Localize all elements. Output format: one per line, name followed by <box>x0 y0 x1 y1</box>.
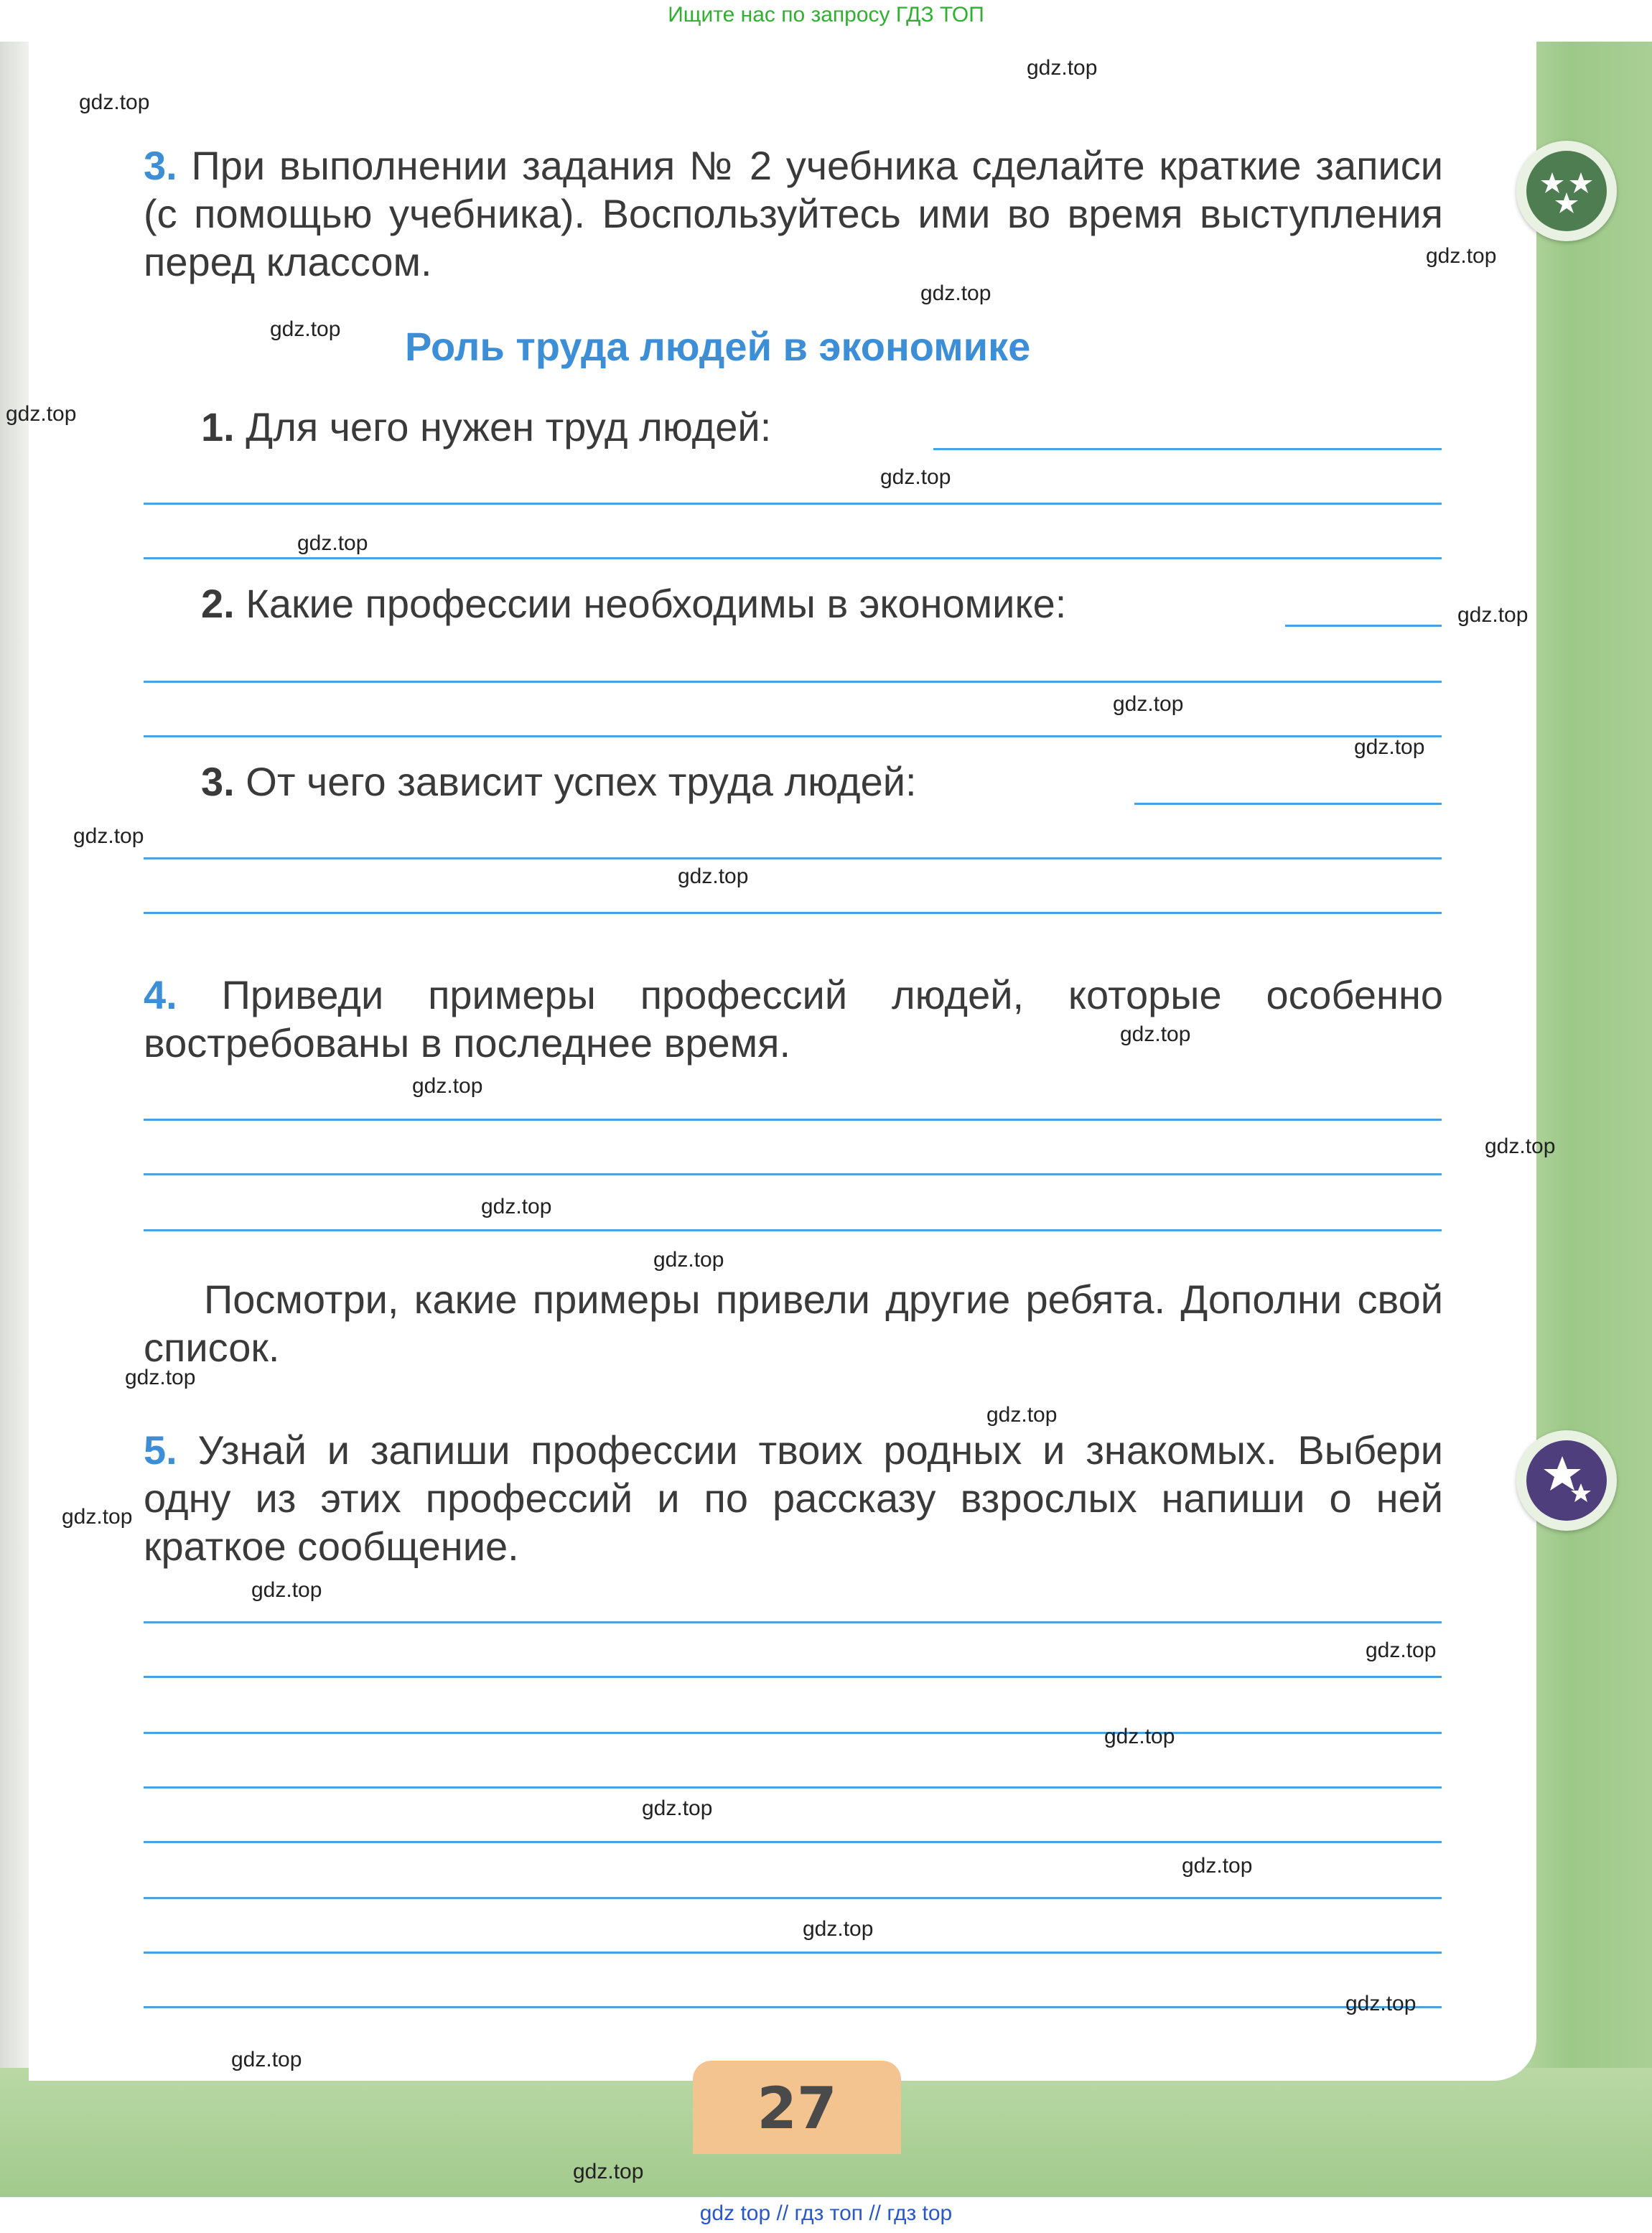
three-stars-icon <box>1516 141 1617 241</box>
task-3-text: При выполнении задания № 2 учебника сделайте краткие записи (с помощью учебника). Воспользуйтесь ими во время выступления перед классом. <box>144 143 1444 284</box>
watermark-text: gdz.top <box>1113 692 1184 716</box>
question-1-number: 1. <box>201 404 235 449</box>
task-3-number: 3. <box>144 143 177 188</box>
watermark-text: gdz.top <box>1426 244 1497 268</box>
answer-line[interactable] <box>144 1173 1442 1175</box>
watermark-text: gdz.top <box>1120 1022 1191 1046</box>
watermark-text: gdz.top <box>803 1917 874 1941</box>
watermark-text: gdz.top <box>678 864 749 888</box>
task-5-text: Узнай и запиши профессии твоих родных и знакомых. Выбери одну из этих профессий и по рассказу взрослых напиши о ней краткое сообщение. <box>144 1427 1443 1569</box>
watermark-text: gdz.top <box>880 465 951 489</box>
question-3 <box>201 758 917 805</box>
answer-line[interactable] <box>144 1119 1442 1121</box>
question-3-number: 3. <box>201 759 235 804</box>
watermark-text: gdz.top <box>79 90 150 114</box>
answer-line[interactable] <box>144 1229 1442 1231</box>
answer-line[interactable] <box>144 857 1442 859</box>
watermark-text: gdz.top <box>573 2160 644 2183</box>
answer-line[interactable] <box>144 735 1442 737</box>
task-3 <box>144 141 1443 286</box>
watermark-text: gdz.top <box>270 317 341 341</box>
task-4-text: Приведи примеры профессий людей, которые особенно востребованы в последнее время. <box>144 972 1444 1066</box>
watermark-text: gdz.top <box>1366 1638 1437 1662</box>
question-2-number: 2. <box>201 581 235 626</box>
answer-line[interactable] <box>144 557 1442 559</box>
task-4-number: 4. <box>144 972 177 1017</box>
watermark-text: gdz.top <box>73 824 144 848</box>
task-5 <box>144 1426 1443 1570</box>
answer-line[interactable] <box>933 448 1442 450</box>
question-2-text: Какие профессии необходимы в экономике: <box>246 581 1067 626</box>
answer-line[interactable] <box>1134 803 1442 805</box>
watermark-text: gdz.top <box>412 1074 483 1098</box>
watermark-text: gdz.top <box>1027 56 1098 80</box>
stars-glyph <box>1526 1440 1607 1521</box>
page-number: 27 <box>757 2075 837 2142</box>
watermark-text: gdz.top <box>1485 1134 1556 1158</box>
bottom-banner-text[interactable]: gdz top // гдз топ // гдз top <box>699 2201 953 2225</box>
answer-line[interactable] <box>144 1676 1442 1678</box>
watermark-text: gdz.top <box>920 281 991 305</box>
task-4 <box>144 971 1443 1067</box>
top-banner-text[interactable]: Ищите нас по запросу ГДЗ ТОП <box>668 3 984 27</box>
watermark-text: gdz.top <box>62 1505 133 1529</box>
watermark-text: gdz.top <box>986 1403 1058 1427</box>
answer-line[interactable] <box>144 1952 1442 1954</box>
answer-line[interactable] <box>144 1786 1442 1789</box>
watermark-text: gdz.top <box>297 531 368 555</box>
task-5-number: 5. <box>144 1427 177 1473</box>
watermark-text: gdz.top <box>6 402 77 426</box>
answer-line[interactable] <box>144 503 1442 505</box>
watermark-text: gdz.top <box>1354 735 1425 759</box>
answer-line[interactable] <box>144 1621 1442 1623</box>
answer-line[interactable] <box>144 681 1442 683</box>
watermark-text: gdz.top <box>251 1578 322 1602</box>
answer-line[interactable] <box>144 1897 1442 1899</box>
watermark-text: gdz.top <box>481 1195 552 1218</box>
watermark-text: gdz.top <box>231 2048 302 2071</box>
question-1 <box>201 404 771 450</box>
stars-glyph <box>1526 151 1607 231</box>
answer-line[interactable] <box>144 912 1442 914</box>
watermark-text: gdz.top <box>125 1366 196 1389</box>
two-stars-icon <box>1516 1430 1617 1531</box>
answer-line[interactable] <box>144 2006 1442 2008</box>
page-spine-shadow <box>0 42 29 2074</box>
answer-line[interactable] <box>144 1841 1442 1843</box>
answer-line[interactable] <box>1285 625 1442 627</box>
watermark-text: gdz.top <box>1182 1854 1253 1878</box>
watermark-text: gdz.top <box>1345 1992 1417 2015</box>
question-1-text: Для чего нужен труд людей: <box>246 404 772 449</box>
section-heading: Роль труда людей в экономике <box>405 324 1031 369</box>
watermark-text: gdz.top <box>642 1796 713 1820</box>
watermark-text: gdz.top <box>1457 603 1529 627</box>
answer-line[interactable] <box>144 1732 1442 1734</box>
watermark-text: gdz.top <box>653 1248 724 1272</box>
question-2 <box>201 580 1066 627</box>
task-4-followup: Посмотри, какие примеры привели другие ребята. Дополни свой список. <box>144 1277 1443 1370</box>
watermark-text: gdz.top <box>1104 1725 1175 1748</box>
question-3-text: От чего зависит успех труда людей: <box>246 759 917 804</box>
